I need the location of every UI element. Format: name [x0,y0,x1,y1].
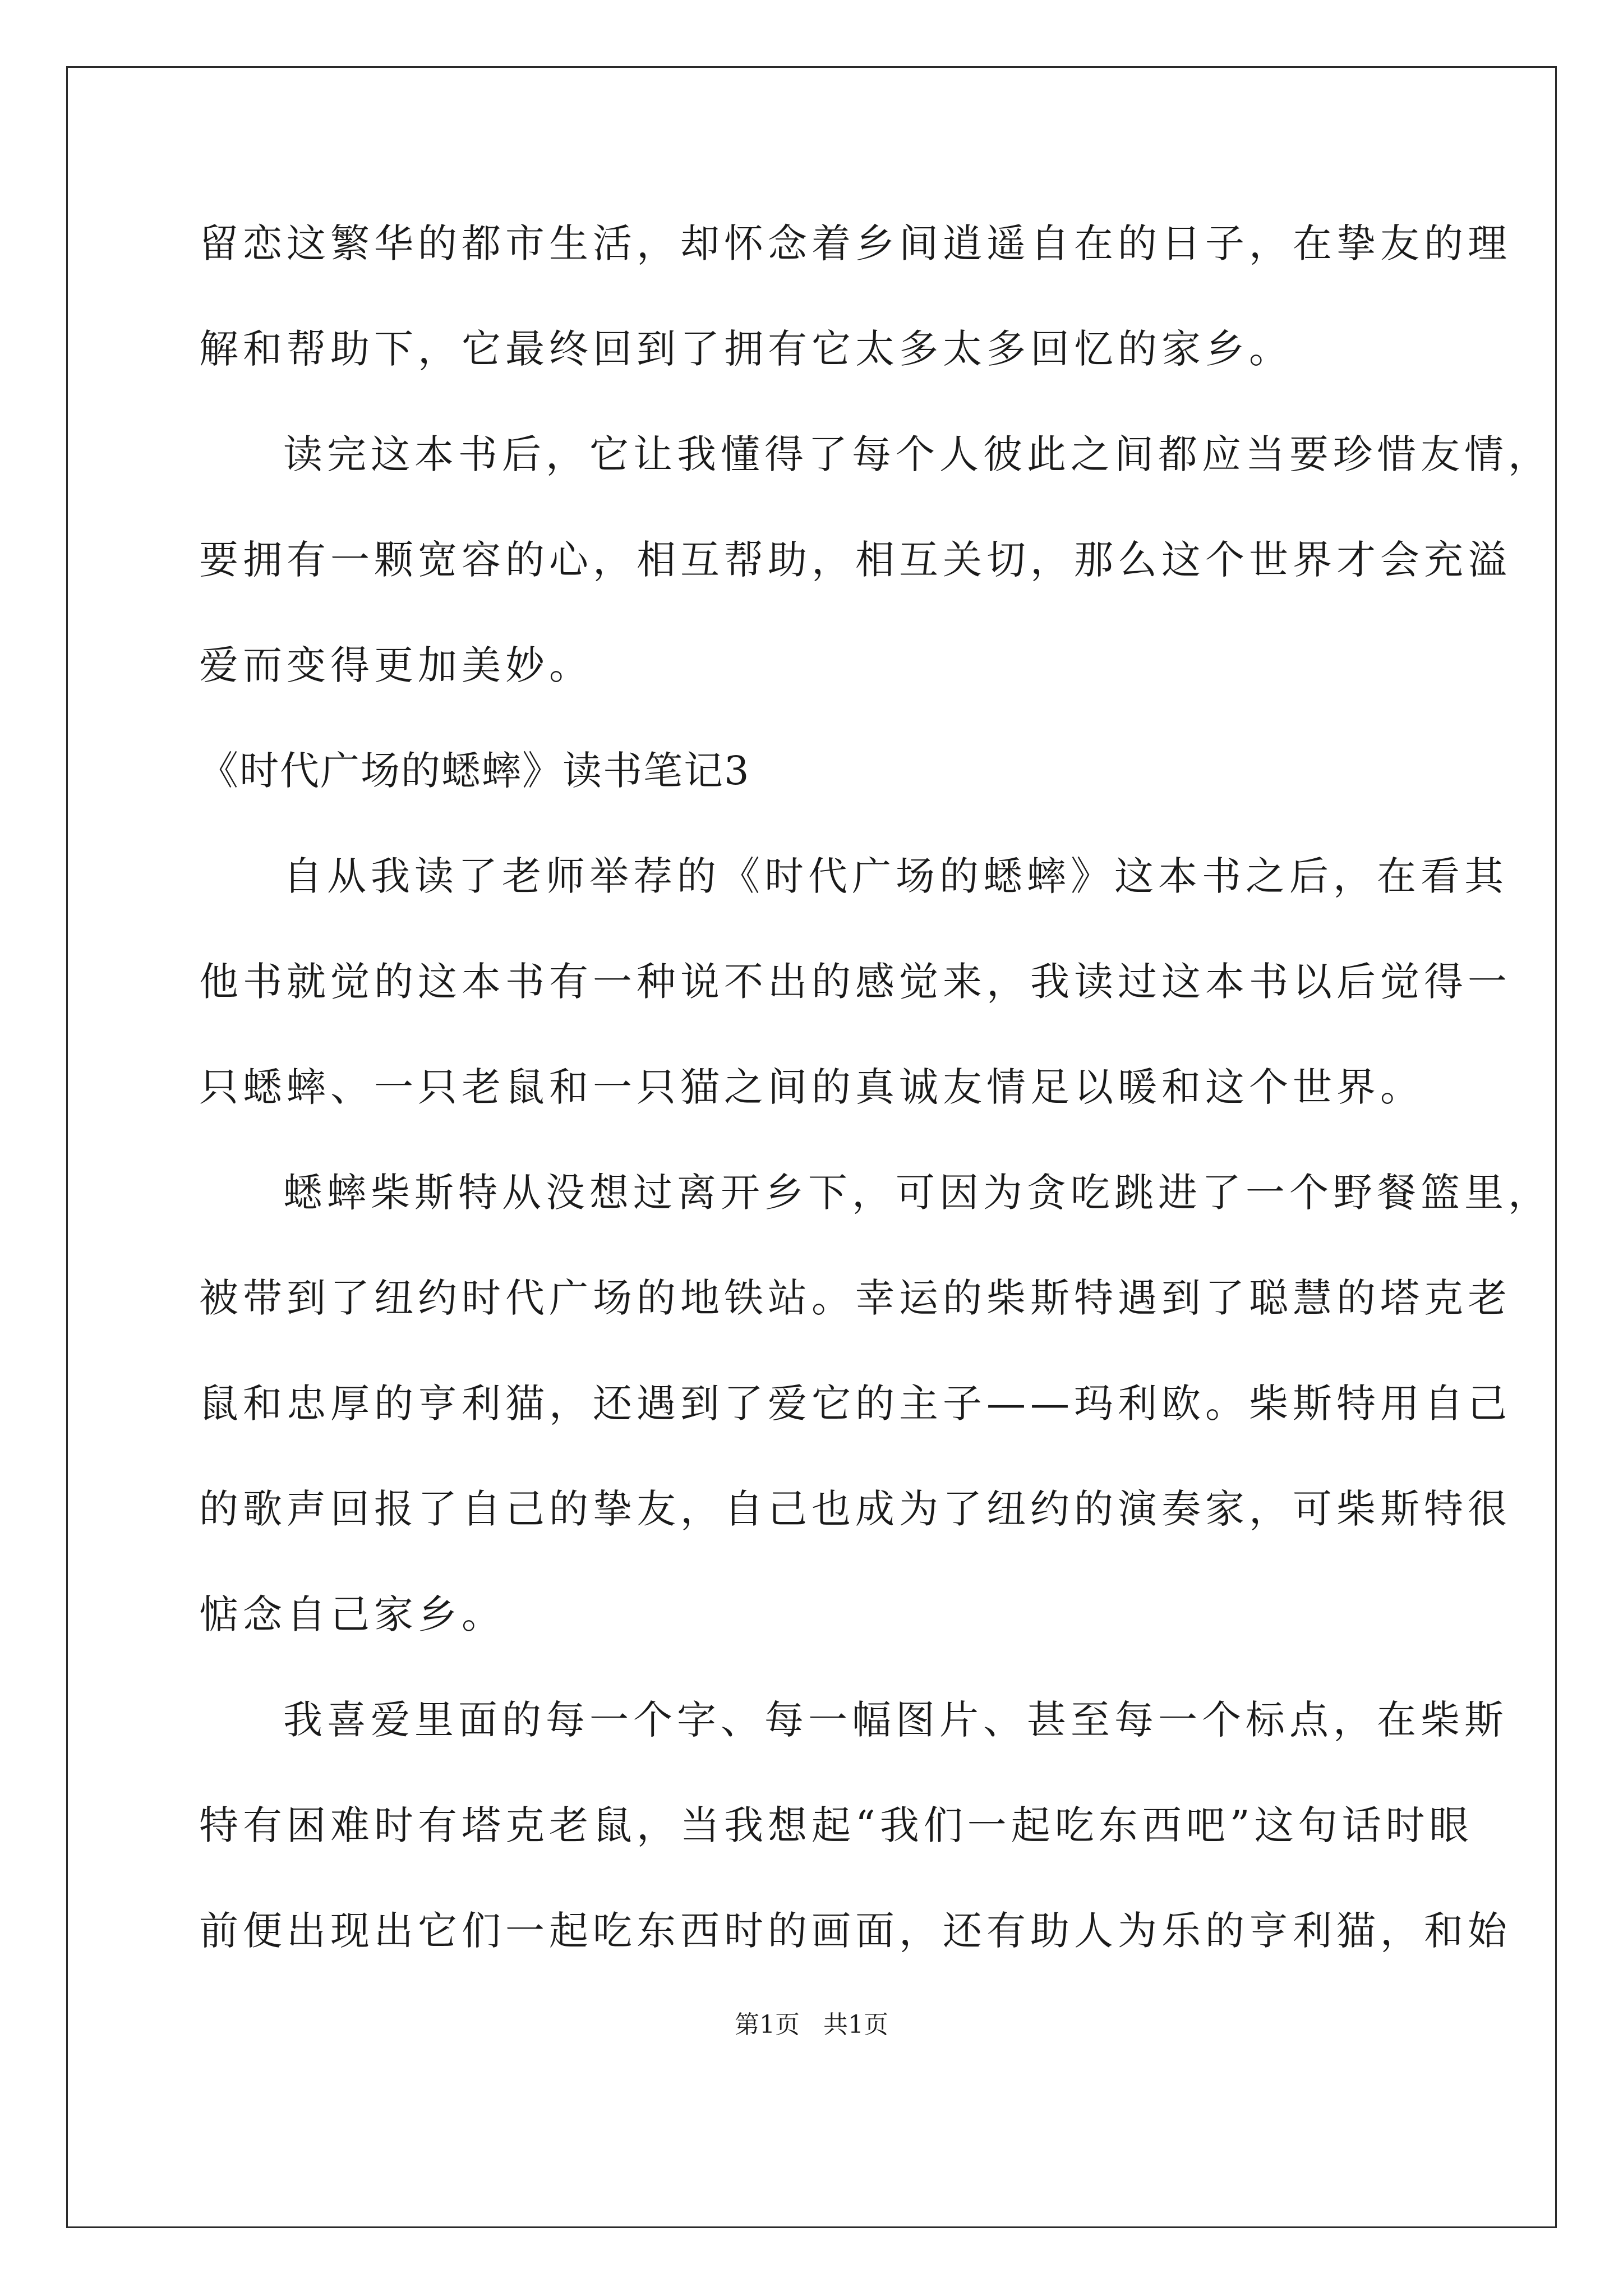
paragraph-line: 被带到了纽约时代广场的地铁站。幸运的柴斯特遇到了聪慧的塔克老 [199,1275,1511,1321]
paragraph-line: 前便出现出它们一起吃东西时的画面，还有助人为乐的亨利猫，和始 [199,1908,1511,1954]
paragraph-line: 他书就觉的这本书有一种说不出的感觉来，我读过这本书以后觉得一 [199,959,1511,1005]
paragraph-line: 只蟋蟀、一只老鼠和一只猫之间的真诚友情足以暖和这个世界。 [199,1064,1424,1110]
document-body [199,191,1552,1984]
paragraph-line: 蟋蟀柴斯特从没想过离开乡下，可因为贪吃跳进了一个野餐篮里， [283,1170,1552,1216]
section-heading: 《时代广场的蟋蟀》读书笔记3 [199,748,750,794]
page-number-total: 共1页 [823,2010,888,2039]
paragraph-line: 的歌声回报了自己的挚友，自己也成为了纽约的演奏家，可柴斯特很 [199,1486,1511,1532]
paragraph-line: 留恋这繁华的都市生活，却怀念着乡间逍遥自在的日子，在挚友的理 [199,220,1511,266]
paragraph-line: 解和帮助下，它最终回到了拥有它太多太多回忆的家乡。 [199,326,1293,372]
paragraph-line: 惦念自己家乡。 [199,1591,505,1637]
paragraph-line: 特有困难时有塔克老鼠，当我想起“我们一起吃东西吧”这句话时眼 [199,1802,1473,1848]
paragraph-line: 要拥有一颗宽容的心，相互帮助，相互关切，那么这个世界才会充溢 [199,537,1511,583]
paragraph-line: 鼠和忠厚的亨利猫，还遇到了爱它的主子——玛利欧。柴斯特用自己 [199,1381,1511,1427]
paragraph-line: 自从我读了老师举荐的《时代广场的蟋蟀》这本书之后，在看其 [283,853,1508,899]
paragraph-line: 爱而变得更加美妙。 [199,642,593,688]
page-footer [0,2008,1623,2042]
paragraph-line: 读完这本书后，它让我懂得了每个人彼此之间都应当要珍惜友情， [283,431,1552,477]
page-number-current: 第1页 [735,2010,800,2039]
paragraph-line: 我喜爱里面的每一个字、每一幅图片、甚至每一个标点，在柴斯 [283,1697,1508,1743]
